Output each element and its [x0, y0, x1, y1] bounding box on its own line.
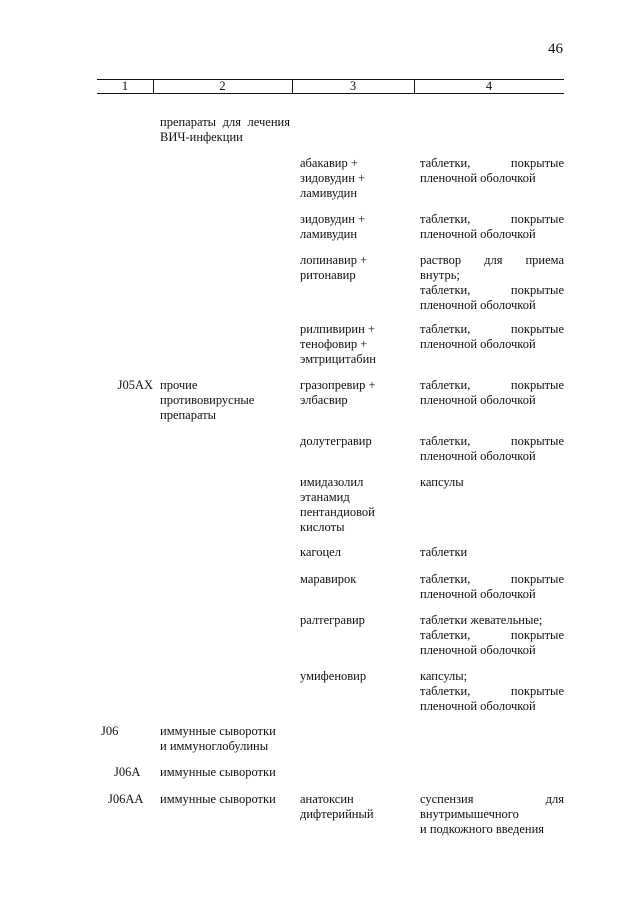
dosage-form: раствор для приема внутрь; таблетки, покрытые пленочной оболочкой	[420, 253, 564, 312]
dosage-form: таблетки, покрытые пленочной оболочкой	[420, 572, 564, 601]
atc-code: J06	[101, 724, 119, 738]
dosage-form: таблетки	[420, 545, 468, 559]
table-row	[160, 115, 290, 145]
drug-name: гразопревир + элбасвир	[300, 378, 376, 407]
header-col-1: 1	[121, 79, 129, 93]
dosage-form: суспензия для внутримышечного и подкожного введения	[420, 792, 564, 836]
drug-name: ралтегравир	[300, 613, 365, 627]
dosage-form: таблетки, покрытые пленочной оболочкой	[420, 378, 564, 407]
dosage-form: капсулы; таблетки, покрытые пленочной оболочкой	[420, 669, 564, 713]
dosage-form: таблетки, покрытые пленочной оболочкой	[420, 322, 564, 351]
table-header-bottom-rule	[97, 93, 564, 94]
drug-name: имидазолил этанамид пентандиовой кислоты	[300, 475, 375, 534]
page-number: 46	[548, 41, 563, 57]
drug-name: рилпивирин + тенофовир + эмтрицитабин	[300, 322, 377, 366]
group-name: иммунные сыворотки	[160, 765, 276, 779]
group-name: прочие противовирусные препараты	[160, 378, 255, 422]
drug-name: анатоксин дифтерийный	[300, 792, 374, 821]
header-col-2: 2	[219, 79, 226, 93]
drug-name: умифеновир	[300, 669, 367, 683]
drug-name: лопинавир + ритонавир	[300, 253, 368, 282]
dosage-form: таблетки, покрытые пленочной оболочкой	[420, 156, 564, 185]
header-col-3: 3	[349, 79, 357, 93]
dosage-form: таблетки, покрытые пленочной оболочкой	[420, 434, 564, 463]
header-col-4: 4	[485, 79, 493, 93]
drug-name: абакавир + зидовудин + ламивудин	[300, 156, 366, 200]
dosage-form: таблетки, покрытые пленочной оболочкой	[420, 212, 564, 241]
group-name: препараты для лечения	[160, 115, 290, 129]
atc-code: J06AA	[108, 792, 144, 806]
drug-name: маравирок	[300, 572, 357, 586]
group-name: ВИЧ-инфекции	[160, 130, 243, 144]
drug-name: зидовудин + ламивудин	[300, 212, 366, 241]
atc-code: J05AX	[117, 378, 153, 392]
group-name: иммунные сыворотки и иммуноглобулины	[160, 724, 276, 753]
dosage-form: таблетки жевательные; таблетки, покрытые пленочной оболочкой	[420, 613, 564, 657]
group-name: иммунные сыворотки	[160, 792, 276, 806]
atc-code: J06A	[114, 765, 141, 779]
drug-name: кагоцел	[300, 545, 341, 559]
drug-name: долутегравир	[300, 434, 372, 448]
dosage-form: капсулы	[420, 475, 464, 489]
